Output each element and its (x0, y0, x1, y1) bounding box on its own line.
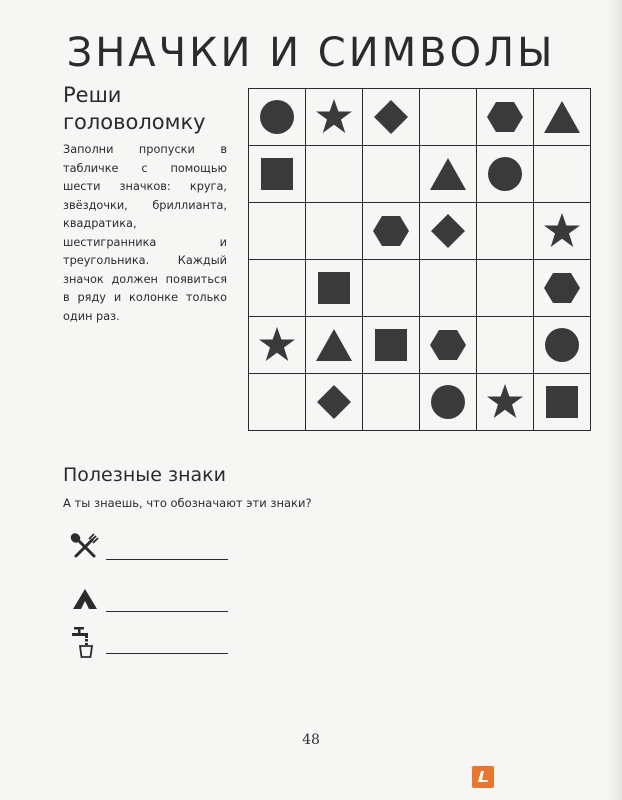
grid-cell-diamond (420, 203, 477, 260)
grid-cell-circle (249, 89, 306, 146)
triangle-icon (429, 155, 467, 193)
grid-row (249, 203, 591, 260)
hexagon-icon (543, 269, 581, 307)
grid-cell-empty[interactable] (363, 374, 420, 431)
grid-cell-star (477, 374, 534, 431)
grid-cell-triangle (420, 146, 477, 203)
page-title: ЗНАЧКИ И СИМВОЛЫ (66, 30, 556, 76)
publisher-logo (472, 766, 494, 788)
grid-cell-empty[interactable] (534, 146, 591, 203)
grid-cell-empty[interactable] (477, 203, 534, 260)
diamond-icon (429, 212, 467, 250)
grid-cell-diamond (363, 89, 420, 146)
diamond-icon (372, 98, 410, 136)
grid-cell-hexagon (534, 260, 591, 317)
sign-row-camping (70, 584, 240, 616)
grid-cell-circle (534, 317, 591, 374)
grid-cell-star (249, 317, 306, 374)
grid-cell-empty[interactable] (306, 203, 363, 260)
grid-cell-triangle (534, 89, 591, 146)
puzzle-heading: Реши головоломку (63, 83, 206, 134)
grid-cell-empty[interactable] (363, 260, 420, 317)
circle-icon (543, 326, 581, 364)
page-edge (608, 0, 622, 800)
square-icon (543, 383, 581, 421)
fork-spoon-icon (70, 532, 100, 566)
hexagon-icon (429, 326, 467, 364)
grid-cell-hexagon (420, 317, 477, 374)
star-icon (258, 326, 296, 364)
grid-cell-empty[interactable] (477, 317, 534, 374)
grid-cell-square (363, 317, 420, 374)
sign-row-water (70, 626, 240, 658)
useful-signs-heading: Полезные знаки (63, 464, 226, 486)
triangle-icon (315, 326, 353, 364)
sign-row-food (70, 532, 240, 564)
grid-cell-empty[interactable] (306, 146, 363, 203)
grid-cell-square (249, 146, 306, 203)
water-tap-icon (70, 626, 100, 662)
star-icon (543, 212, 581, 250)
grid-cell-empty[interactable] (249, 260, 306, 317)
grid-row (249, 146, 591, 203)
hexagon-icon (486, 98, 524, 136)
answer-line[interactable] (106, 559, 228, 560)
grid-row (249, 374, 591, 431)
hexagon-icon (372, 212, 410, 250)
page-number: 48 (302, 732, 320, 748)
grid-cell-diamond (306, 374, 363, 431)
answer-line[interactable] (106, 611, 228, 612)
star-icon (315, 98, 353, 136)
grid-cell-circle (420, 374, 477, 431)
grid-row (249, 317, 591, 374)
grid-cell-empty[interactable] (249, 203, 306, 260)
grid-cell-circle (477, 146, 534, 203)
grid-cell-empty[interactable] (477, 260, 534, 317)
grid-cell-hexagon (363, 203, 420, 260)
circle-icon (486, 155, 524, 193)
square-icon (258, 155, 296, 193)
grid-cell-square (306, 260, 363, 317)
grid-cell-empty[interactable] (420, 89, 477, 146)
grid-cell-star (306, 89, 363, 146)
diamond-icon (315, 383, 353, 421)
grid-row (249, 260, 591, 317)
circle-icon (429, 383, 467, 421)
grid-cell-star (534, 203, 591, 260)
star-icon (486, 383, 524, 421)
triangle-icon (543, 98, 581, 136)
tent-icon (70, 584, 100, 618)
square-icon (372, 326, 410, 364)
puzzle-grid (248, 88, 591, 431)
grid-cell-square (534, 374, 591, 431)
answer-line[interactable] (106, 653, 228, 654)
useful-signs-question: А ты знаешь, что обозначают эти знаки? (63, 496, 312, 510)
grid-cell-empty[interactable] (249, 374, 306, 431)
square-icon (315, 269, 353, 307)
grid-cell-hexagon (477, 89, 534, 146)
grid-cell-empty[interactable] (420, 260, 477, 317)
puzzle-instructions: Заполни пропуски в табличке с помощью шести значков: круга, звёздочки, бриллианта, квадратика, шестигранника и треугольника. Каждый значок должен появиться в ряду и колонке только один раз. (63, 143, 227, 323)
grid-cell-triangle (306, 317, 363, 374)
grid-row (249, 89, 591, 146)
circle-icon (258, 98, 296, 136)
grid-cell-empty[interactable] (363, 146, 420, 203)
